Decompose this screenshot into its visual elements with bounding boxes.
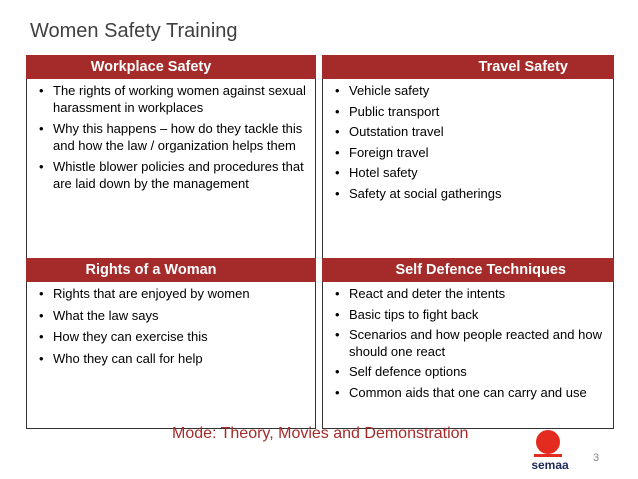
bullet-item: • Basic tips to fight back (335, 307, 605, 324)
panel-heading: Self Defence Techniques (322, 258, 614, 282)
bullet-item: • Why this happens – how do they tackle this and how the law / organization helps them (39, 121, 307, 154)
bullet-item: • Safety at social gatherings (335, 186, 605, 203)
bullet-item: • Who they can call for help (39, 351, 307, 368)
panel-body (26, 282, 316, 429)
bullet-item: • What the law says (39, 308, 307, 325)
bullet-item: • Hotel safety (335, 165, 605, 182)
bullet-item: • Foreign travel (335, 145, 605, 162)
bullet-item: • Public transport (335, 104, 605, 121)
bullet-item: • Whistle blower policies and procedures that are laid down by the management (39, 159, 307, 192)
bullet-item: • The rights of working women against sexual harassment in workplaces (39, 83, 307, 116)
bullet-list (335, 286, 605, 401)
bullet-item: • Rights that are enjoyed by women (39, 286, 307, 303)
bullet-item: • Scenarios and how people reacted and how should one react (335, 327, 605, 360)
panel-body (26, 79, 316, 279)
bullet-item: • Outstation travel (335, 124, 605, 141)
semaa-logo (520, 428, 580, 474)
panel-workplace-safety (26, 55, 316, 279)
mode-caption: Mode: Theory, Movies and Demonstration (172, 425, 469, 442)
bullet-list (39, 286, 307, 367)
panel-heading: Travel Safety (322, 55, 614, 79)
panel-body (322, 282, 614, 429)
bullet-list (335, 83, 605, 202)
panel-self-defence-techniques (322, 258, 614, 429)
bullet-item: • Self defence options (335, 364, 605, 381)
logo-text: semaa (531, 458, 569, 472)
bullet-list (39, 83, 307, 192)
panel-heading: Rights of a Woman (26, 258, 316, 282)
bullet-item: • Vehicle safety (335, 83, 605, 100)
bullet-item: • React and deter the intents (335, 286, 605, 303)
panel-heading: Workplace Safety (26, 55, 316, 79)
panel-rights-of-a-woman (26, 258, 316, 429)
panel-body (322, 79, 614, 279)
page-number: 3 (593, 452, 600, 464)
bullet-item: • Common aids that one can carry and use (335, 385, 605, 402)
bullet-item: • How they can exercise this (39, 329, 307, 346)
panel-travel-safety (322, 55, 614, 279)
slide-title: Women Safety Training (30, 20, 238, 42)
